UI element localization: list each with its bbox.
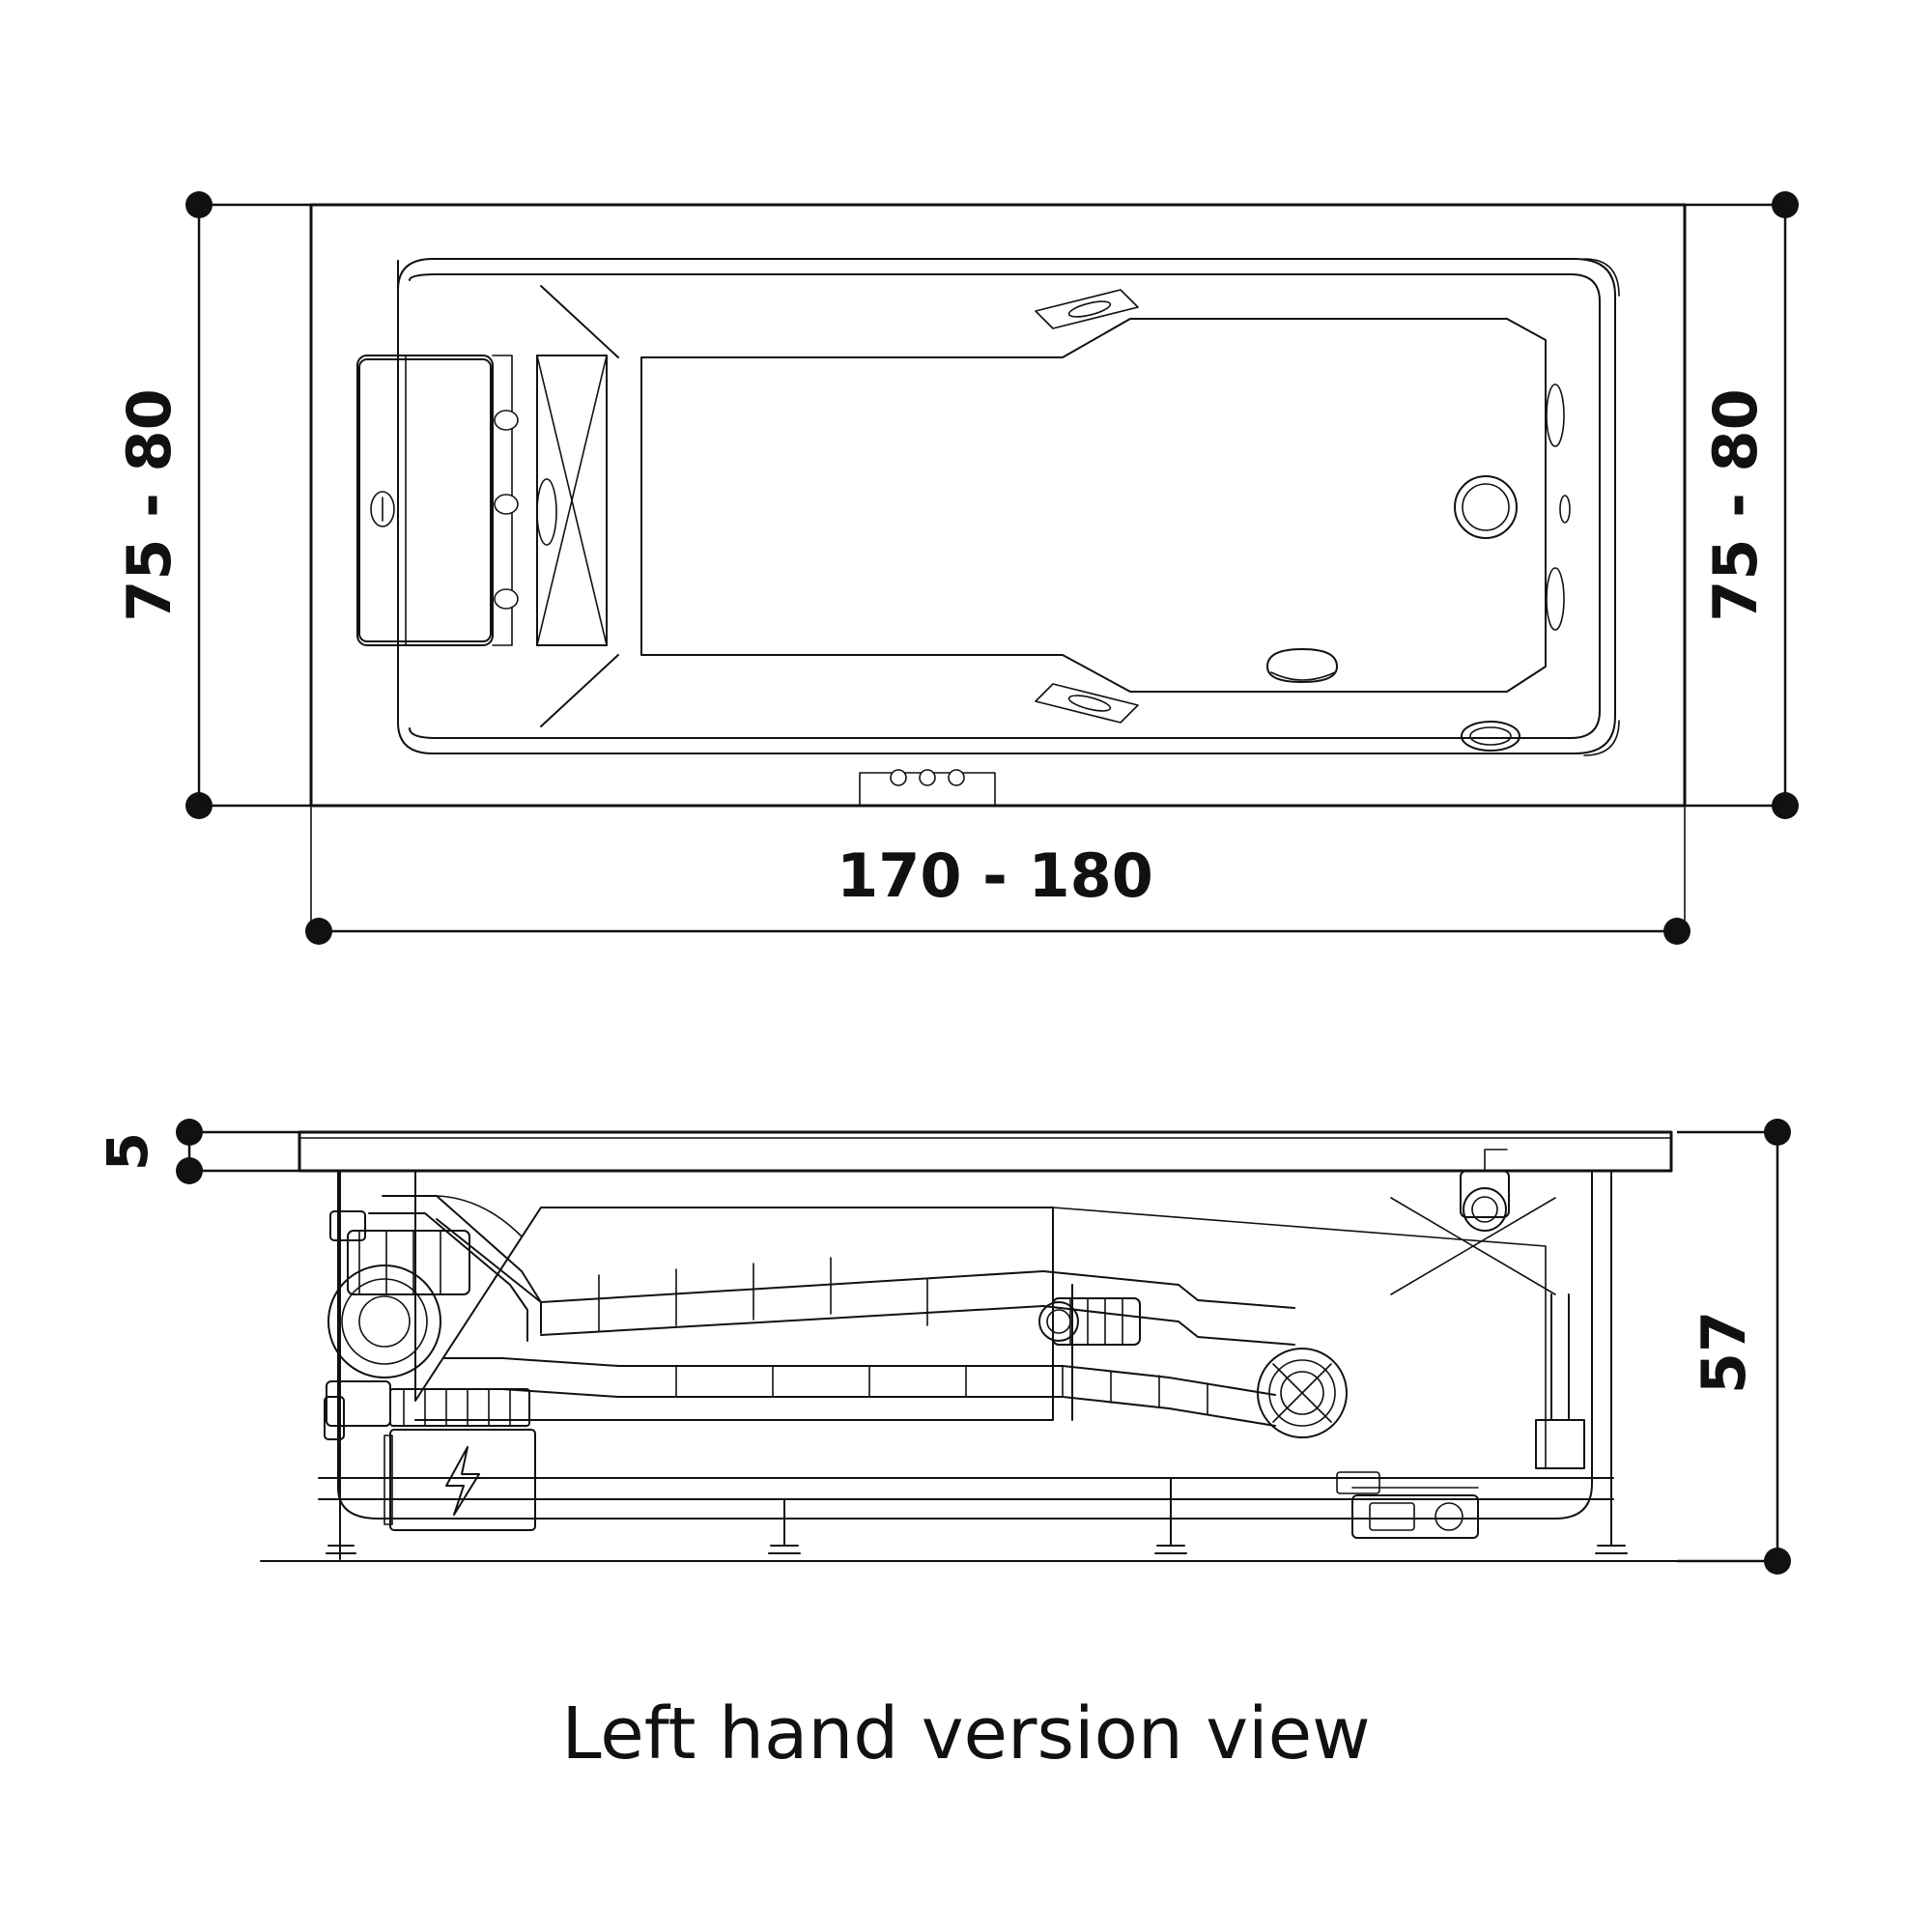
waste-outlet-inner	[1470, 727, 1511, 745]
overflow-drain-inner	[1463, 484, 1509, 530]
filter-intake-icon	[537, 479, 556, 545]
wall-jet-icon	[1547, 568, 1564, 630]
dim-total-height	[1677, 1119, 1791, 1575]
control-dot-icon	[949, 770, 964, 785]
dim-label-width-left: 75 - 80	[114, 388, 185, 622]
riser-pipe-foot	[1536, 1420, 1584, 1468]
basin-floor-outline	[641, 319, 1546, 692]
dim-rim-thickness	[95, 1119, 307, 1184]
dim-width-right	[1677, 191, 1799, 819]
view-caption: Left hand version view	[561, 1692, 1371, 1776]
dim-label-length: 170 - 180	[837, 840, 1153, 911]
wall-jet-small-icon	[1560, 496, 1570, 523]
dim-label-rim: 5	[95, 1131, 160, 1172]
dim-length-bottom	[305, 808, 1690, 945]
pipe-clamp	[1337, 1472, 1379, 1493]
nozzle-icon	[495, 589, 518, 609]
dim-width-left	[114, 191, 319, 819]
control-dot-icon	[920, 770, 935, 785]
drain-assembly	[1352, 1488, 1478, 1538]
filter-grille-cross	[537, 355, 607, 645]
wall-jet-icon	[1547, 384, 1564, 446]
overflow-fitting	[1461, 1150, 1509, 1231]
tub-inner-section	[415, 1171, 1053, 1420]
nozzle-icon	[495, 411, 518, 430]
side-section-view-group	[95, 1119, 1791, 1575]
riser-pipe	[1551, 1294, 1569, 1420]
pump-assembly	[325, 1211, 469, 1439]
jet-slot-icon	[1036, 684, 1138, 723]
tub-rim-inner-offset	[410, 274, 1600, 738]
dim-label-width-right: 75 - 80	[1700, 388, 1771, 622]
top-view-group	[114, 191, 1799, 945]
control-dot-icon	[891, 770, 906, 785]
tub-rim-outline	[398, 259, 1615, 753]
nozzle-icon	[495, 495, 518, 514]
dim-label-height: 57	[1689, 1310, 1759, 1395]
overflow-drain-icon	[1455, 476, 1517, 538]
tub-body-section	[338, 1171, 1592, 1519]
grip-handle-icon	[1267, 649, 1337, 682]
piping-network	[369, 1196, 1294, 1426]
valve-body	[1053, 1298, 1140, 1345]
electrical-control-box	[384, 1430, 535, 1530]
valve-blocks	[1039, 1298, 1140, 1345]
waste-trap	[1258, 1349, 1347, 1437]
lightning-bolt-icon	[446, 1447, 479, 1515]
